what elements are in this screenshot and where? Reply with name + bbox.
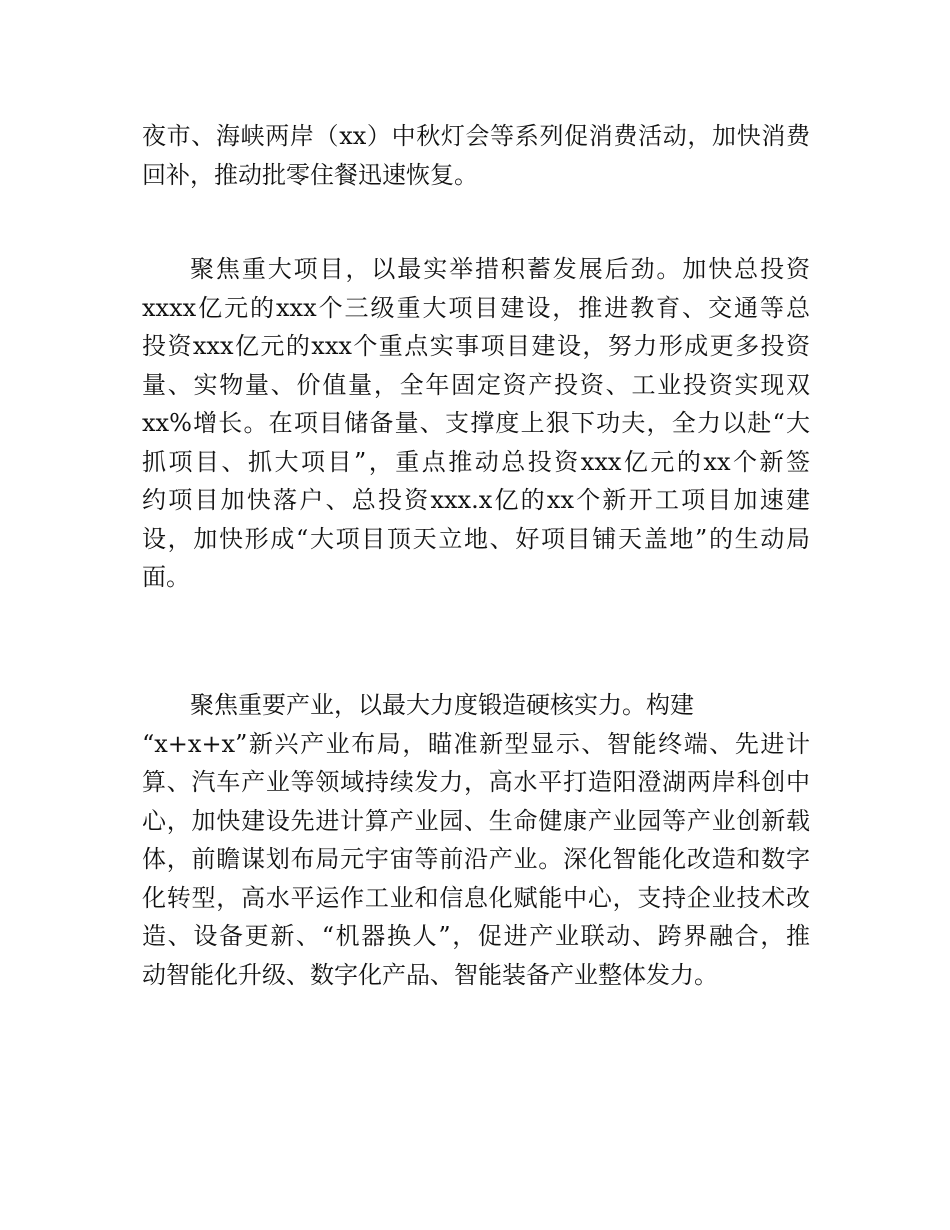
text-line: 设，加快形成“大项目顶天立地、好项目铺天盖地”的生动局 [142, 524, 810, 553]
text-line: 回补，推动批零住餐迅速恢复。 [142, 160, 478, 189]
text-line: 动智能化升级、数字化产品、智能装备产业整体发力。 [142, 960, 718, 989]
text-line: 聚焦重大项目，以最实举措积蓄发展后劲。加快总投资 [190, 255, 810, 283]
text-line: 投资xxx亿元的xxx个重点实事项目建设，努力形成更多投资 [142, 332, 810, 360]
text-line: 聚焦重要产业，以最大力度锻造硬核实力。构建 [190, 691, 694, 719]
text-line: 化转型，高水平运作工业和信息化赋能中心，支持企业技术改 [142, 883, 810, 912]
paragraph-key-industries [142, 686, 810, 994]
paragraph-major-projects [142, 250, 810, 597]
text-line: 约项目加快落户、总投资xxx.x亿的xx个新开工项目加速建 [142, 486, 810, 514]
text-line: 造、设备更新、“机器换人”，促进产业联动、跨界融合，推 [142, 922, 810, 950]
text-line: xxxx亿元的xxx个三级重大项目建设，推进教育、交通等总 [142, 293, 810, 322]
text-line: 量、实物量、价值量，全年固定资产投资、工业投资实现双 [142, 370, 810, 399]
text-line: 体，前瞻谋划布局元宇宙等前沿产业。深化智能化改造和数字 [142, 845, 810, 873]
text-line: 面。 [142, 563, 190, 591]
text-line: 算、汽车产业等领域持续发力，高水平打造阳澄湖两岸科创中 [142, 768, 810, 796]
text-line: xx%增长。在项目储备量、支撑度上狠下功夫，全力以赴“大 [142, 409, 810, 437]
text-line: “x+x+x”新兴产业布局，瞄准新型显示、智能终端、先进计 [142, 729, 810, 758]
text-line: 夜市、海峡两岸（xx）中秋灯会等系列促消费活动，加快消费 [142, 122, 810, 150]
text-line: 心，加快建设先进计算产业园、生命健康产业园等产业创新载 [142, 806, 810, 835]
paragraph-consumption [142, 117, 810, 194]
text-line: 抓项目、抓大项目”，重点推动总投资xxx亿元的xx个新签 [142, 447, 810, 476]
